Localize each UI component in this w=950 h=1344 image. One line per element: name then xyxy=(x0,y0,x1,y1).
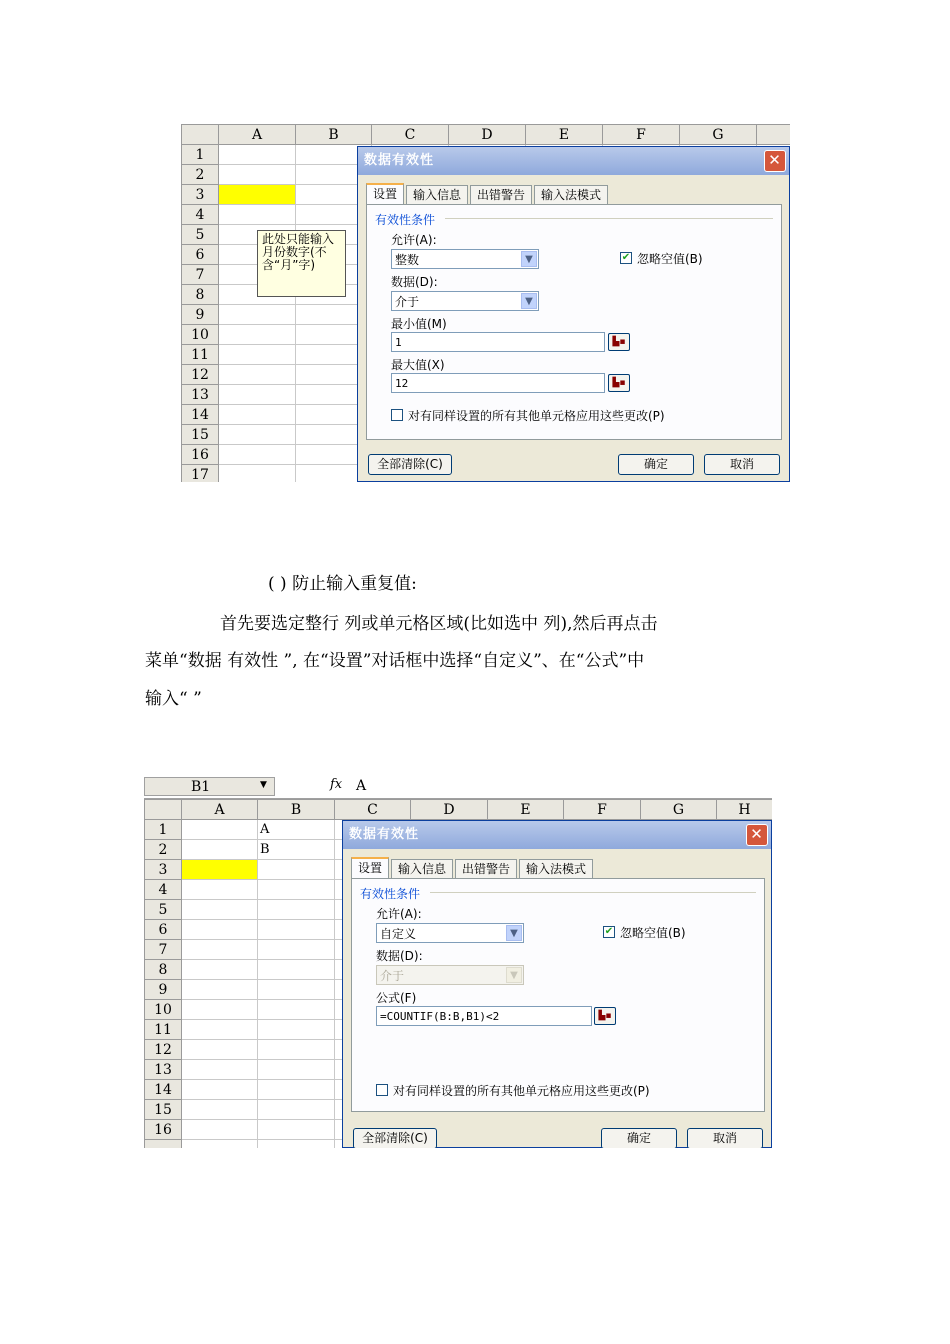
min-label: 最小值(M) xyxy=(391,317,447,331)
row-header[interactable]: 15 xyxy=(145,1100,182,1120)
allow-label: 允许(A): xyxy=(376,907,422,921)
row-header[interactable]: 4 xyxy=(182,205,219,225)
cell-a3-selected[interactable] xyxy=(219,185,296,205)
cell[interactable] xyxy=(258,980,335,1000)
allow-select-value: 自定义 xyxy=(380,927,417,941)
input-message-tooltip xyxy=(257,230,346,297)
range-select-icon[interactable]: ▙▪ xyxy=(608,333,630,351)
cell-a3-selected[interactable] xyxy=(182,860,258,880)
cell[interactable] xyxy=(219,385,296,405)
apply-all-label: 对有同样设置的所有其他单元格应用这些更改(P) xyxy=(408,409,665,423)
column-header[interactable]: D xyxy=(449,125,526,145)
cell[interactable] xyxy=(258,1080,335,1100)
cell[interactable] xyxy=(182,940,258,960)
tooltip-line: 含“月”字) xyxy=(262,258,316,272)
row-header[interactable]: 13 xyxy=(182,385,219,405)
cancel-button[interactable]: 取消 xyxy=(687,1128,763,1148)
cell[interactable] xyxy=(258,1120,335,1140)
cell[interactable] xyxy=(258,1060,335,1080)
apply-all-checkbox[interactable] xyxy=(391,409,403,421)
row-header[interactable]: 3 xyxy=(145,860,182,880)
min-value-field[interactable]: 1 xyxy=(391,332,605,352)
allow-select[interactable] xyxy=(376,923,524,943)
column-header[interactable]: A xyxy=(182,800,258,820)
row-header[interactable]: 9 xyxy=(182,305,219,325)
row-header[interactable]: 8 xyxy=(182,285,219,305)
ok-button[interactable]: 确定 xyxy=(618,454,694,475)
row-header[interactable]: 2 xyxy=(145,840,182,860)
data-label: 数据(D): xyxy=(376,949,423,963)
chevron-down-icon: ▼ xyxy=(506,967,522,983)
cell[interactable] xyxy=(258,920,335,940)
column-header[interactable]: B xyxy=(258,800,335,820)
row-header[interactable]: 7 xyxy=(182,265,219,285)
row-header[interactable]: 4 xyxy=(145,880,182,900)
cell[interactable] xyxy=(258,1100,335,1120)
cell[interactable] xyxy=(219,445,296,465)
range-select-icon[interactable]: ▙▪ xyxy=(594,1007,616,1025)
tab-input-message[interactable]: 输入信息 xyxy=(391,859,453,878)
row-header[interactable]: 17 xyxy=(182,465,219,483)
ignore-blank-checkbox[interactable]: ✔ xyxy=(621,252,631,263)
validation-criteria-label: 有效性条件 xyxy=(375,213,436,227)
row-header[interactable]: 1 xyxy=(182,145,219,165)
row-header[interactable]: 7 xyxy=(145,940,182,960)
formula-field[interactable]: =COUNTIF(B:B,B1)<2 xyxy=(376,1006,592,1026)
column-header[interactable]: B xyxy=(296,125,372,145)
row-header[interactable]: 15 xyxy=(182,425,219,445)
tab-ime-mode[interactable]: 输入法模式 xyxy=(534,185,608,204)
column-header[interactable]: C xyxy=(335,800,411,820)
cell[interactable] xyxy=(219,145,296,165)
section-heading: ( ) 防止输入重复值: xyxy=(268,574,417,594)
row-header[interactable]: 14 xyxy=(182,405,219,425)
max-value-field[interactable]: 12 xyxy=(391,373,605,393)
cell-b2[interactable]: B xyxy=(258,840,335,860)
row-header[interactable] xyxy=(145,1140,182,1149)
tab-strip xyxy=(351,857,595,877)
cell[interactable] xyxy=(258,940,335,960)
column-header[interactable]: E xyxy=(526,125,603,145)
body-line-1: 首先要选定整行 列或单元格区域(比如选中 列),然后再点击 xyxy=(220,614,658,634)
data-select-disabled xyxy=(376,965,524,985)
cell[interactable] xyxy=(258,960,335,980)
allow-label: 允许(A): xyxy=(391,233,437,247)
name-box-chevron-icon[interactable]: ▼ xyxy=(260,780,267,790)
row-header[interactable]: 9 xyxy=(145,980,182,1000)
row-header[interactable]: 3 xyxy=(182,185,219,205)
column-header[interactable]: A xyxy=(219,125,296,145)
data-select-value: 介于 xyxy=(395,295,420,309)
row-header[interactable]: 5 xyxy=(182,225,219,245)
cell[interactable] xyxy=(258,1020,335,1040)
tooltip-line: 月份数字(不 xyxy=(262,245,327,259)
max-label: 最大值(X) xyxy=(391,358,445,372)
ignore-blank-label: 忽略空值(B) xyxy=(620,926,686,940)
data-validation-dialog xyxy=(357,146,790,482)
dialog-title-text: 数据有效性 xyxy=(364,153,435,168)
tab-input-message[interactable]: 输入信息 xyxy=(406,185,468,204)
screenshot-validation-integer xyxy=(181,124,790,482)
ignore-blank-checkbox[interactable]: ✔ xyxy=(604,926,614,937)
screenshot-validation-custom xyxy=(144,776,772,1148)
apply-all-label: 对有同样设置的所有其他单元格应用这些更改(P) xyxy=(393,1084,650,1098)
clear-all-button[interactable]: 全部清除(C) xyxy=(353,1128,437,1148)
row-header[interactable]: 10 xyxy=(182,325,219,345)
chevron-down-icon[interactable]: ▼ xyxy=(521,251,537,267)
dialog-title[interactable] xyxy=(358,147,789,175)
corner-cell[interactable] xyxy=(182,125,219,145)
fx-icon[interactable]: fx xyxy=(330,777,343,792)
chevron-down-icon[interactable]: ▼ xyxy=(521,293,537,309)
tab-strip xyxy=(366,183,610,203)
cell[interactable] xyxy=(258,860,335,880)
cell[interactable] xyxy=(258,880,335,900)
ignore-blank-label: 忽略空值(B) xyxy=(637,252,703,266)
cell-b1[interactable]: A xyxy=(258,820,335,840)
range-select-icon[interactable]: ▙▪ xyxy=(608,374,630,392)
column-header[interactable]: D xyxy=(411,800,488,820)
row-header[interactable]: 11 xyxy=(182,345,219,365)
column-header[interactable]: G xyxy=(680,125,757,145)
body-line-2: 菜单“数据 有效性 ”, 在“设置”对话框中选择“自定义”、在“公式”中 xyxy=(145,651,645,671)
cell[interactable] xyxy=(219,465,296,483)
cell[interactable] xyxy=(219,205,296,225)
column-header[interactable]: G xyxy=(641,800,717,820)
settings-panel xyxy=(366,204,782,440)
cell[interactable] xyxy=(219,425,296,445)
cell[interactable] xyxy=(258,1000,335,1020)
row-header[interactable]: 11 xyxy=(145,1020,182,1040)
row-header[interactable]: 16 xyxy=(182,445,219,465)
chevron-down-icon[interactable]: ▼ xyxy=(506,925,522,941)
tab-settings[interactable]: 设置 xyxy=(351,857,389,880)
cell[interactable] xyxy=(258,900,335,920)
cell[interactable] xyxy=(219,325,296,345)
data-validation-dialog xyxy=(342,820,772,1148)
column-header[interactable]: F xyxy=(564,800,641,820)
row-header[interactable]: 13 xyxy=(145,1060,182,1080)
allow-select-value: 整数 xyxy=(395,253,420,267)
row-header[interactable]: 12 xyxy=(145,1040,182,1060)
name-box-value: B1 xyxy=(191,779,211,795)
ok-button[interactable]: 确定 xyxy=(601,1128,677,1148)
tooltip-line: 此处只能输入 xyxy=(262,232,335,246)
cell[interactable] xyxy=(219,305,296,325)
cell[interactable] xyxy=(182,1020,258,1040)
validation-criteria-label: 有效性条件 xyxy=(360,887,421,901)
cell[interactable] xyxy=(182,880,258,900)
data-label: 数据(D): xyxy=(391,275,438,289)
cell[interactable] xyxy=(182,900,258,920)
data-select[interactable] xyxy=(391,291,539,311)
cell[interactable] xyxy=(182,980,258,1000)
clear-all-button[interactable]: 全部清除(C) xyxy=(368,454,452,475)
column-header[interactable]: F xyxy=(603,125,680,145)
cell[interactable] xyxy=(182,920,258,940)
cell[interactable] xyxy=(182,1060,258,1080)
column-header[interactable]: H xyxy=(717,800,773,820)
cell[interactable] xyxy=(219,345,296,365)
data-select-value: 介于 xyxy=(380,969,405,983)
allow-select[interactable] xyxy=(391,249,539,269)
cell[interactable] xyxy=(219,365,296,385)
column-header[interactable]: E xyxy=(488,800,564,820)
tab-error-alert[interactable]: 出错警告 xyxy=(455,859,517,878)
column-header[interactable] xyxy=(757,125,791,145)
formula-bar xyxy=(144,776,772,799)
row-header[interactable]: 6 xyxy=(182,245,219,265)
tab-settings[interactable]: 设置 xyxy=(366,183,404,206)
tab-ime-mode[interactable]: 输入法模式 xyxy=(519,859,593,878)
group-divider xyxy=(430,892,756,893)
close-icon[interactable]: ✕ xyxy=(764,150,786,172)
cell[interactable] xyxy=(182,820,258,840)
cell[interactable] xyxy=(182,1120,258,1140)
cell[interactable] xyxy=(219,405,296,425)
cell[interactable] xyxy=(182,1080,258,1100)
formula-input[interactable]: A xyxy=(356,778,367,794)
cell[interactable] xyxy=(182,1100,258,1120)
name-box[interactable] xyxy=(144,777,275,796)
cell[interactable] xyxy=(182,960,258,980)
tab-error-alert[interactable]: 出错警告 xyxy=(470,185,532,204)
cancel-button[interactable]: 取消 xyxy=(704,454,780,475)
group-divider xyxy=(445,218,773,219)
row-header[interactable]: 2 xyxy=(182,165,219,185)
cell[interactable] xyxy=(182,1040,258,1060)
row-header[interactable]: 12 xyxy=(182,365,219,385)
row-header[interactable]: 14 xyxy=(145,1080,182,1100)
cell[interactable] xyxy=(182,1000,258,1020)
row-header[interactable]: 16 xyxy=(145,1120,182,1140)
row-header[interactable]: 5 xyxy=(145,900,182,920)
settings-panel xyxy=(351,878,765,1112)
body-line-3: 输入“ ” xyxy=(145,689,202,709)
row-header[interactable]: 6 xyxy=(145,920,182,940)
apply-all-checkbox[interactable] xyxy=(376,1084,388,1096)
cell[interactable] xyxy=(182,840,258,860)
close-icon[interactable]: ✕ xyxy=(746,824,768,846)
dialog-title-text: 数据有效性 xyxy=(349,827,420,842)
row-header[interactable]: 8 xyxy=(145,960,182,980)
cell[interactable] xyxy=(219,165,296,185)
column-header[interactable]: C xyxy=(372,125,449,145)
formula-label: 公式(F) xyxy=(376,991,417,1005)
row-header[interactable]: 10 xyxy=(145,1000,182,1020)
cell[interactable] xyxy=(258,1040,335,1060)
dialog-title[interactable] xyxy=(343,821,771,849)
row-header[interactable]: 1 xyxy=(145,820,182,840)
corner-cell[interactable] xyxy=(145,800,182,820)
